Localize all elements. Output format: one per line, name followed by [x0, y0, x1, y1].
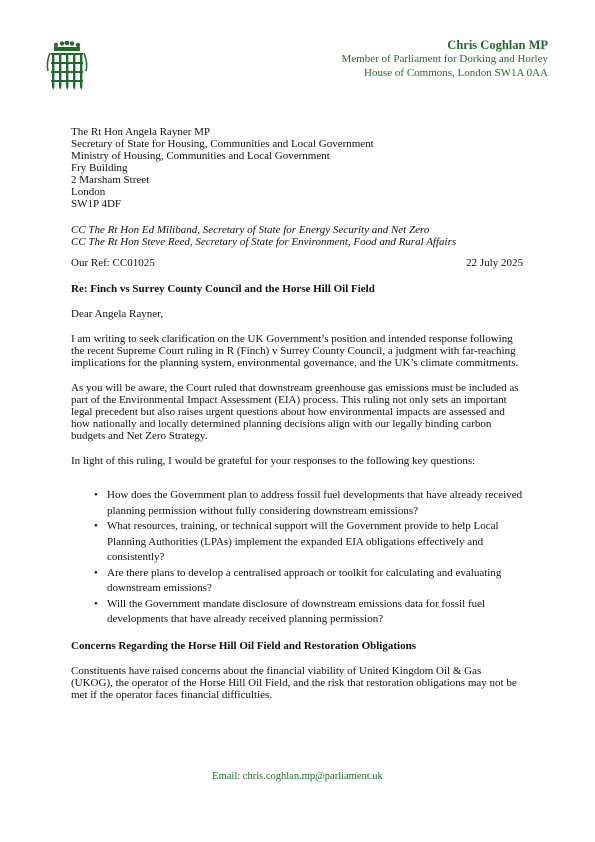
question-list	[71, 488, 523, 628]
reference-line	[71, 257, 523, 269]
paragraph: I am writing to seek clarification on the UK Government’s position and intended response following the recent Supreme Court ruling in R (Finch) v Surrey County Council, a judgment with far-reaching implications for the planning system, environmental governance, and the UK’s climate commitments.	[71, 333, 519, 369]
section-paragraph: Constituents have raised concerns about the financial viability of United Kingdom Oil & Gas (UKOG), the operator of the Horse Hill Oil Field, and the risk that restoration obligations may not be met if the operator faces financial difficulties.	[71, 664, 517, 701]
mp-name: Chris Coghlan MP	[447, 38, 548, 52]
question-item: • Will the Government mandate disclosure of downstream emissions data for fossil fuel developments that have already received planning permission?	[107, 597, 523, 628]
paragraph: In light of this ruling, I would be grateful for your responses to the following key questions:	[71, 455, 476, 467]
recipient-line: SW1P 4DF	[71, 198, 122, 210]
reference: Our Ref: CC01025	[71, 257, 155, 269]
recipient-line: The Rt Hon Angela Rayner MP	[71, 126, 211, 138]
letterhead	[342, 38, 549, 80]
recipient-line: Fry Building	[71, 162, 128, 174]
question-item: • What resources, training, or technical support will the Government provide to help Local Planning Authorities (LPAs) implement the expanded EIA obligations effectively and consistently?	[107, 519, 523, 566]
footer-email	[0, 771, 595, 782]
mp-address: House of Commons, London SW1A 0AA	[364, 67, 548, 79]
letter-date: 22 July 2025	[466, 257, 523, 269]
paragraph: As you will be aware, the Court ruled that downstream greenhouse gas emissions must be included as part of the Environmental Impact Assessment (EIA) process. This ruling not only sets an important legal precedent but also raises urgent questions about how environmental impacts are assessed and how nationally and locally determined planning decisions align with our legally binding carbon budgets and Net Zero Strategy.	[71, 382, 519, 442]
cc-list	[71, 224, 523, 248]
portcullis-icon	[44, 41, 90, 91]
cc-line: CC The Rt Hon Ed Miliband, Secretary of State for Energy Security and Net Zero	[71, 224, 430, 236]
question-item: • Are there plans to develop a centralised approach or toolkit for calculating and evaluating downstream emissions?	[107, 566, 523, 597]
recipient-line: 2 Marsham Street	[71, 174, 150, 186]
recipient-line: Ministry of Housing, Communities and Local Government	[71, 150, 330, 162]
mp-role: Member of Parliament for Dorking and Horley	[341, 53, 548, 65]
salutation: Dear Angela Rayner,	[71, 308, 164, 320]
email-link[interactable]: chris.coghlan.mp@parliament.uk	[242, 771, 383, 782]
letter-body	[71, 126, 523, 701]
section-heading: Concerns Regarding the Horse Hill Oil Field and Restoration Obligations	[71, 639, 416, 652]
subject-line: Re: Finch vs Surrey County Council and the Horse Hill Oil Field	[71, 283, 375, 295]
question-item: • How does the Government plan to address fossil fuel developments that have already received planning permission without fully considering downstream emissions?	[107, 488, 523, 519]
recipient-line: London	[71, 186, 106, 198]
recipient-address	[71, 126, 523, 210]
cc-line: CC The Rt Hon Steve Reed, Secretary of State for Environment, Food and Rural Affairs	[71, 236, 457, 248]
email-label: Email:	[212, 771, 241, 782]
recipient-line: Secretary of State for Housing, Communities and Local Government	[71, 138, 374, 150]
